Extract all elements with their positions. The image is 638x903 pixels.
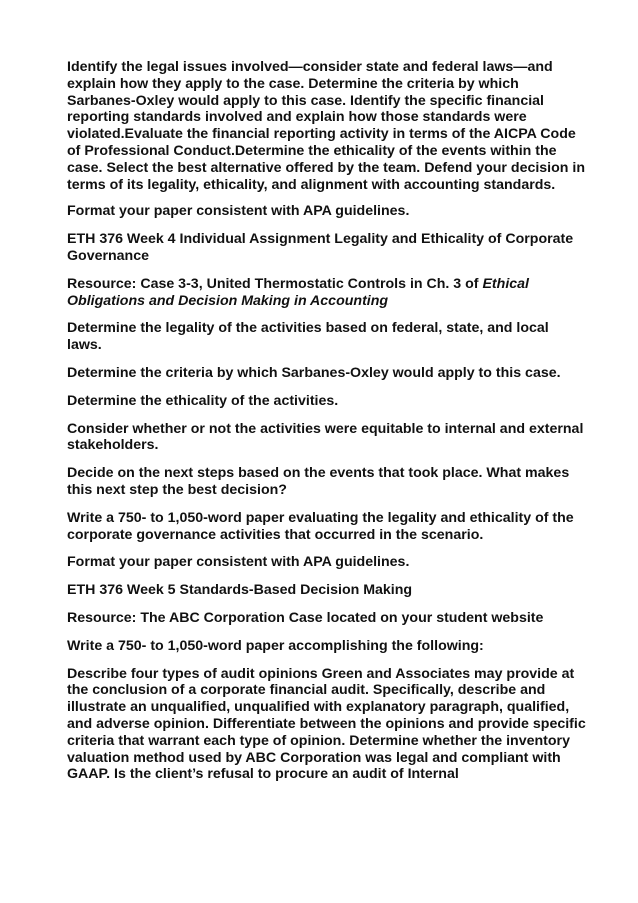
week4-assignment-title: ETH 376 Week 4 Individual Assignment Legality and Ethicality of Corporate Governance xyxy=(67,231,574,264)
stakeholders-instruction: Consider whether or not the activities were equitable to internal and external stakeholders. xyxy=(67,420,584,454)
week4-paper-instruction: Write a 750- to 1,050-word paper evaluating the legality and ethicality of the corporate governance activities that occurred in the scenario. xyxy=(67,509,574,543)
week4-resource-book-title: Ethical Obligations and Decision Making in Accounting xyxy=(67,275,529,309)
week5-assignment-title: ETH 376 Week 5 Standards-Based Decision Making xyxy=(67,582,413,599)
ethicality-instruction: Determine the ethicality of the activities. xyxy=(67,392,339,409)
case-instructions-paragraph: Identify the legal issues involved—consider state and federal laws—and explain how they apply to the case. Determine the criteria by which Sarbanes-Oxley would apply to this case. Identify the specific financial reporting standards involved and explain how those standards were violated.Evaluate the financial reporting activity in terms of the AICPA Code of Professional Conduct.Determine the ethicality of the events within the case. Select the best alternative offered by the team. Defend your decision in terms of its legality, ethicality, and alignment with accounting standards. xyxy=(67,59,586,193)
apa-format-note-2: Format your paper consistent with APA guidelines. xyxy=(67,554,410,571)
sarbanes-oxley-instruction: Determine the criteria by which Sarbanes-Oxley would apply to this case. xyxy=(67,364,561,381)
week5-resource: Resource: The ABC Corporation Case located on your student website xyxy=(67,609,544,626)
document-page xyxy=(67,59,587,794)
apa-format-note: Format your paper consistent with APA guidelines. xyxy=(67,203,410,220)
next-steps-instruction: Decide on the next steps based on the events that took place. What makes this next step the best decision? xyxy=(67,465,570,498)
legality-instruction: Determine the legality of the activities based on federal, state, and local laws. xyxy=(67,320,549,354)
week5-paper-instruction: Write a 750- to 1,050-word paper accomplishing the following: xyxy=(67,637,484,654)
audit-opinions-paragraph: Describe four types of audit opinions Green and Associates may provide at the conclusion of a corporate financial audit. Specifically, describe and illustrate an unqualified, unqualified with explanatory paragraph, qualified, and adverse opinion. Differentiate between the opinions and provide specific criteria that warrant each type of opinion. Determine whether the inventory valuation method used by ABC Corporation was legal and compliant with GAAP. Is the client’s refusal to procure an audit of Internal xyxy=(67,665,586,783)
week4-resource xyxy=(67,276,587,310)
week4-resource-text: Resource: Case 3-3, United Thermostatic Controls in Ch. 3 of xyxy=(67,275,483,292)
